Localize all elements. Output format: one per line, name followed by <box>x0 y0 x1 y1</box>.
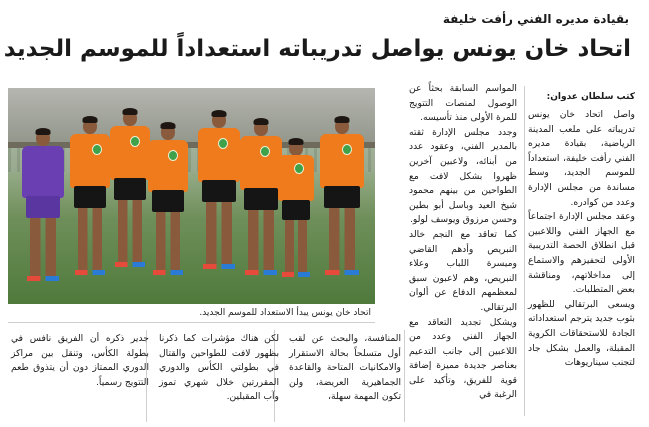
article-byline: كتب سلطان عدوان: <box>546 92 635 102</box>
paragraph: كما تعاقد مع النجم خالد النبريص وأدهم القاضي وميسرة اللباب وعلاء النبريص، وهم لاعبون سبق لمعظمهم الدفاع عن ألوان البرتقالي. <box>409 228 517 313</box>
player-figure <box>148 124 188 294</box>
paragraph: ويسعى البرتقالي للظهور بثوب جديد يترجم استعداداته الجادة للاستحقاقات الكروية المقبلة، والعمل بشكل جاد لتجنب سيناريوهات <box>528 298 635 369</box>
player-figure <box>278 140 314 290</box>
player-figure <box>22 130 64 300</box>
paragraph: المواسم السابقة بحثاً عن الوصول لمنصات التتويج للمرة الأولى منذ تأسيسه. <box>409 83 517 124</box>
photo-caption: اتحاد خان يونس يبدأ الاستعداد للموسم الجديد. <box>199 308 371 318</box>
article-column-bottom-3: لكن هناك مؤشرات كما ذكرنا بظهور لافت للطواحين والقتال في بطولتي الكأس والدوري المقررتين خلال شهري تموز وآب المقبلين. <box>159 333 279 403</box>
article-kicker: بقيادة مديره الفني رأفت خليفة <box>442 12 629 26</box>
paragraph: ويشكل تجديد التعاقد مع الجهاز الفني وعدد من اللاعبين إلى جانب التدعيم بعناصر جديدة مميزة إضافة قوية للفريق، وتأكيد على الرغبة في <box>409 316 517 401</box>
column-divider <box>404 330 405 422</box>
player-figure <box>110 110 150 290</box>
article-column-bottom-2: المنافسة، والبحث عن لقب أول متسلحاً بحالة الاستقرار والامكانيات المتاحة والقاعدة الجماهيرية العريضة، ولن تكون المهمة سهلة، <box>289 333 401 403</box>
article-headline: اتحاد خان يونس يواصل تدريباته استعداداً للموسم الجديد <box>3 36 631 62</box>
caption-divider <box>8 322 375 323</box>
paragraph: وعقد مجلس الإدارة اجتماعاً مع الجهاز الفني واللاعبين قبل انطلاق الحصة التدريبية الأولى لتحفيزهم والاستماع إلى مداخلاتهم، ومناقشة بعض المتطلبات. <box>528 211 635 296</box>
player-figure <box>198 112 240 292</box>
player-figure <box>70 118 110 298</box>
paragraph: وجدد مجلس الإدارة ثقته بالمدير الفني، وعقود عدد من أبنائه، ولاعبين آخرين ظهروا بشكل لافت مع الطواحين من بينهم محمود شيخ العيد وباسل أبو بطين وحسن مرزوق ويوسف لولو. <box>409 126 517 226</box>
player-figure <box>320 118 364 296</box>
article-column-right <box>528 108 635 418</box>
article-column-middle <box>409 82 517 401</box>
column-divider <box>524 86 525 416</box>
team-training-photo <box>8 88 375 304</box>
player-figure <box>240 120 282 296</box>
article-column-bottom-4: جدير ذكره أن الفريق نافس في بطولة الكأس، وتنقل بين مراكز الدوري الممتاز دون أن يتذوق طعم التتويج رسمياً. <box>11 333 149 388</box>
paragraph: واصل اتحاد خان يونس تدريباته على ملعب المدينة الرياضية، بقيادة مديره الفني رأفت خليفة، استعداداً للموسم الجديد، وسط مساندة من مجلس الإدارة وعدد من كوادره. <box>528 109 635 208</box>
